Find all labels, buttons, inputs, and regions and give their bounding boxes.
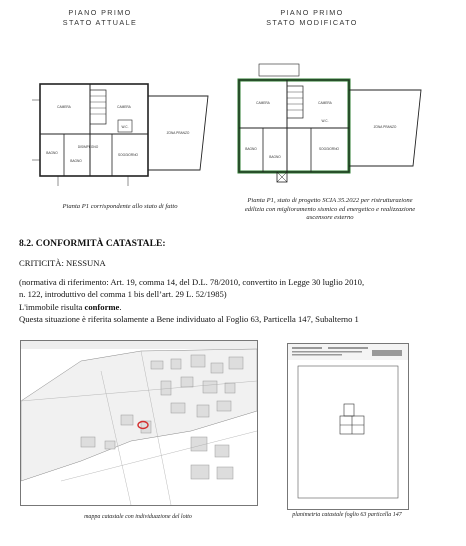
right-room-label-4: W.C.	[321, 119, 329, 123]
right-room-label-6: BAGNO	[269, 155, 281, 159]
right-room-label-7: SOGGIORNO	[318, 147, 340, 151]
immobile-line	[19, 301, 459, 313]
right-plan-title-line1: PIANO PRIMO	[280, 8, 344, 17]
normativa-line2: n. 122, introduttivo del comma 1 bis dell’art. 29 L. 52/1985)	[19, 289, 227, 300]
left-room-label-2: CAMERA	[117, 105, 131, 109]
right-room-label-5: ZONA PRANZO	[373, 125, 397, 129]
left-room-label-4: DISIMPEGNO	[77, 145, 99, 149]
right-plan-caption-line1: Pianta P1, stato di progetto SCIA 35.2022 per ristrutturazione	[247, 197, 413, 204]
normativa-paragraph	[19, 276, 459, 325]
immobile-conforme: conforme	[84, 301, 120, 312]
map-caption: mappa catastale con individuazione del lotto	[84, 514, 192, 520]
right-room-label-1: CAMERA	[256, 101, 270, 105]
right-plan-caption-line2: edilizia con miglioramento sismico ed energetico e realizzazione	[244, 205, 416, 213]
cadastral-map-image	[20, 340, 258, 506]
right-floorplan-image	[225, 58, 435, 196]
section-heading: 8.2. CONFORMITÀ CATASTALE:	[19, 238, 166, 249]
left-room-label-6: ZONA PRANZO	[166, 131, 190, 135]
left-room-label-5: W.C.	[121, 125, 129, 129]
situazione-line: Questa situazione è riferita solamente a Bene individuato al Foglio 63, Particella 147, Subalterno 1	[19, 313, 359, 324]
right-plan-title	[257, 8, 367, 28]
right-plan-caption	[212, 197, 448, 223]
criticita-line: CRITICITÀ: NESSUNA	[19, 258, 106, 268]
right-room-label-2: CAMERA	[318, 101, 332, 105]
right-room-label-3: BAGNO	[245, 147, 257, 151]
left-room-label-3: BAGNO	[46, 151, 58, 155]
left-plan-caption: Pianta P1 corrispondente allo stato di fatto	[62, 203, 178, 210]
left-plan-title-line1: PIANO PRIMO	[68, 8, 132, 17]
right-plan-caption-line3: ascensore esterno	[306, 214, 354, 222]
left-plan-title	[50, 8, 150, 28]
immobile-suffix: .	[119, 301, 122, 312]
normativa-line1: (normativa di riferimento: Art. 19, comma 14, del D.L. 78/2010, convertito in Legge 30 luglio 2010,	[19, 277, 365, 287]
left-room-label-7: BAGNO	[70, 159, 82, 163]
plan-caption: planimetria catastale foglio 63 particella 147	[292, 512, 402, 518]
cadastral-plan-image	[287, 343, 409, 510]
left-room-label-1: CAMERA	[57, 105, 71, 109]
left-room-label-8: SOGGIORNO	[117, 153, 139, 157]
left-floorplan-image	[28, 70, 218, 195]
immobile-prefix: L'immobile risulta	[19, 301, 85, 312]
right-plan-title-line2: STATO MODIFICATO	[266, 18, 358, 27]
left-plan-title-line2: STATO ATTUALE	[62, 18, 138, 27]
